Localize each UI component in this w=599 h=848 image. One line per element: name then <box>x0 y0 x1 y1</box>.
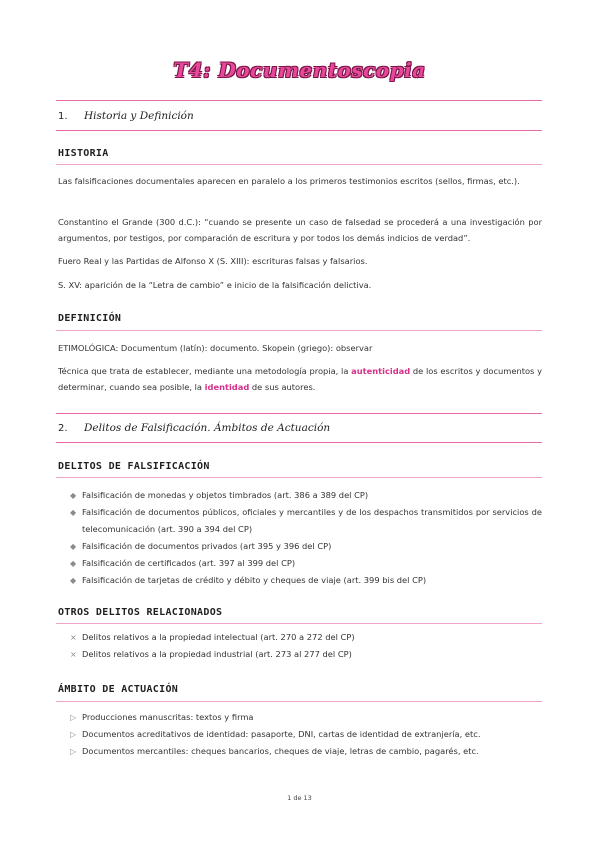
subsection-divider <box>56 330 542 331</box>
highlight-identidad: identidad <box>204 382 250 392</box>
etymology-text: ETIMOLÓGICA: Documentum (latín): documento. Skopein (griego): observar <box>58 343 373 353</box>
subsection-divider <box>56 701 542 702</box>
paragraph: Las falsificaciones documentales aparecen en paralelo a los primeros testimonios escritos (sellos, firmas, etc.). <box>58 176 520 186</box>
list-item-text: Documentos mercantiles: cheques bancarios, cheques de viaje, letras de cambio, pagarés, etc. <box>82 746 479 756</box>
page-number: 1 de 13 <box>287 794 312 802</box>
subsection-heading-ambito: ÁMBITO DE ACTUACIÓN <box>58 684 179 695</box>
list-item <box>70 743 542 760</box>
paragraph: S. XV: aparición de la “Letra de cambio” e inicio de la falsificación delictiva. <box>58 280 372 290</box>
cross-bullet-icon: × <box>70 633 77 642</box>
list-item-text: Falsificación de documentos privados (art 395 y 396 del CP) <box>82 541 332 551</box>
section-number: 2. <box>58 423 68 434</box>
definition-text-part: Técnica que trata de establecer, mediante una metodología propia, la <box>58 366 352 376</box>
list-item <box>70 646 542 663</box>
list-item <box>70 555 542 572</box>
section-divider <box>56 413 542 414</box>
list-item <box>70 709 542 726</box>
list-item <box>70 572 542 589</box>
highlight-autenticidad: autenticidad <box>351 366 411 376</box>
list-item-text: Delitos relativos a la propiedad intelectual (art. 270 a 272 del CP) <box>82 632 355 642</box>
subsection-divider <box>56 164 542 165</box>
subsection-divider <box>56 477 542 478</box>
diamond-bullet-icon: ◆ <box>70 542 77 551</box>
diamond-bullet-icon: ◆ <box>70 491 77 500</box>
subsection-heading-otros: OTROS DELITOS RELACIONADOS <box>58 607 223 618</box>
section-divider <box>56 100 542 101</box>
section-1-heading <box>58 110 194 122</box>
definition-text <box>58 363 542 395</box>
triangle-bullet-icon: ▷ <box>70 713 77 722</box>
section-divider <box>56 130 542 131</box>
section-2-heading <box>58 422 330 434</box>
section-title: Historia y Definición <box>84 110 194 122</box>
list-item-text: Producciones manuscritas: textos y firma <box>82 712 254 722</box>
list-item-text: Documentos acreditativos de identidad: pasaporte, DNI, cartas de identidad de extranjería, etc. <box>82 729 481 739</box>
list-item <box>70 538 542 555</box>
section-divider <box>56 442 542 443</box>
subsection-heading-delitos: DELITOS DE FALSIFICACIÓN <box>58 461 210 472</box>
cross-bullet-icon: × <box>70 650 77 659</box>
triangle-bullet-icon: ▷ <box>70 747 77 756</box>
list-item <box>70 726 542 743</box>
subsection-heading-historia: HISTORIA <box>58 148 109 159</box>
definition-text-part: de sus autores. <box>249 382 316 392</box>
diamond-bullet-icon: ◆ <box>70 576 77 585</box>
list-item-text: Falsificación de tarjetas de crédito y débito y cheques de viaje (art. 399 bis del CP) <box>82 575 427 585</box>
list-item <box>70 504 542 538</box>
otros-list <box>70 629 542 663</box>
definition-text-part: de los escritos y documentos y determinar, cuando sea posible, la <box>58 366 543 392</box>
diamond-bullet-icon: ◆ <box>70 559 77 568</box>
list-item-text: Falsificación de documentos públicos, oficiales y mercantiles y de los despachos transmitidos por servicios de telecomunicación (art. 390 a 394 del CP) <box>82 507 542 534</box>
section-title: Delitos de Falsificación. Ámbitos de Actuación <box>84 422 331 434</box>
list-item <box>70 629 542 646</box>
ambito-list <box>70 709 542 760</box>
section-number: 1. <box>58 111 68 122</box>
subsection-divider <box>56 623 542 624</box>
delitos-list <box>70 487 542 589</box>
list-item <box>70 487 542 504</box>
list-item-text: Falsificación de monedas y objetos timbrados (art. 386 a 389 del CP) <box>82 490 369 500</box>
paragraph: Fuero Real y las Partidas de Alfonso X (S. XIII): escrituras falsas y falsarios. <box>58 256 368 266</box>
triangle-bullet-icon: ▷ <box>70 730 77 739</box>
list-item-text: Delitos relativos a la propiedad industrial (art. 273 al 277 del CP) <box>82 649 352 659</box>
subsection-heading-definicion: DEFINICIÓN <box>58 313 122 324</box>
paragraph: Constantino el Grande (300 d.C.): “cuando se presente un caso de falsedad se procederá a una investigación por argumentos, por testigos, por comparación de escritura y por todos los demás indicios de verdad”. <box>58 217 542 243</box>
list-item-text: Falsificación de certificados (art. 397 al 399 del CP) <box>82 558 296 568</box>
diamond-bullet-icon: ◆ <box>70 508 77 517</box>
document-title: T4: Documentoscopia <box>173 58 426 82</box>
